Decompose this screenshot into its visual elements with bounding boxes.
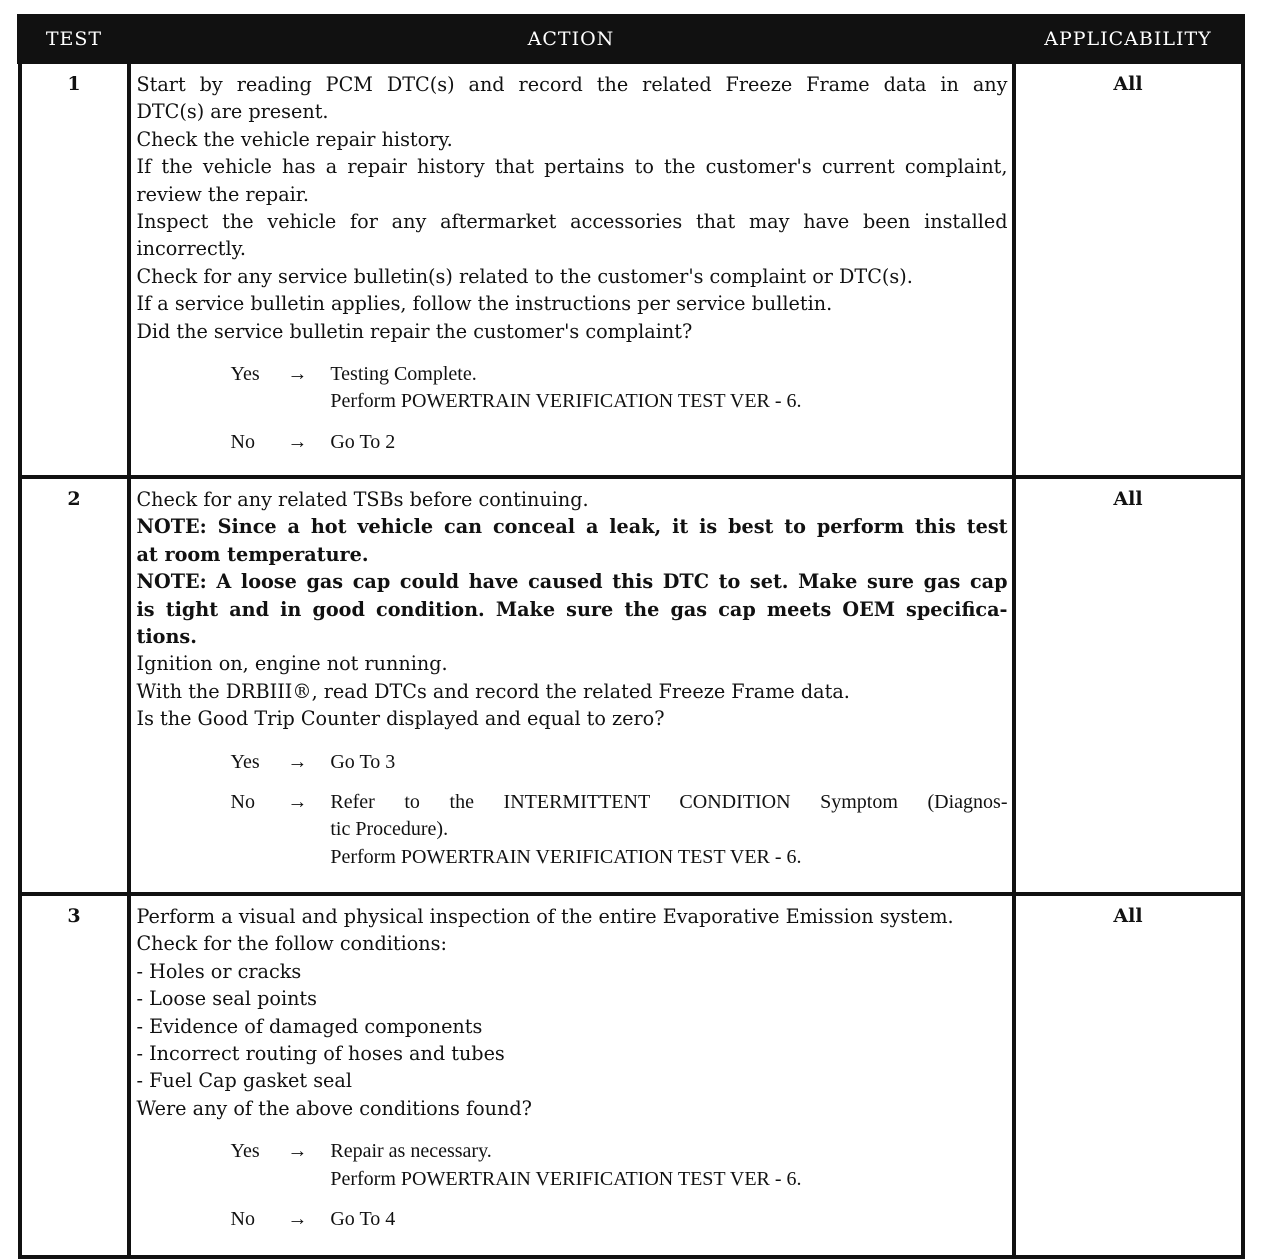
yes-label: Yes (230, 1140, 260, 1163)
arrow-icon: → (287, 363, 308, 386)
note-line: at room temperature. (136, 542, 369, 566)
action-line: Did the service bulletin repair the customer's complaint? (136, 319, 693, 343)
arrow-icon: → (287, 1208, 308, 1231)
test-number: 2 (20, 477, 129, 894)
action-line: DTC(s) are present. (136, 100, 329, 124)
action-line: Check for any related TSBs before continuing. (136, 488, 589, 511)
answer-yes (137, 749, 1008, 776)
diagnostic-test-table (17, 14, 1245, 1259)
answer-no (137, 429, 1008, 456)
answer-yes (137, 361, 1008, 416)
table-row (20, 477, 1243, 894)
action-line: Start by reading PCM DTC(s) and record the related Freeze Frame data in any (136, 73, 1008, 96)
diagnostic-table-container (17, 14, 1240, 1259)
action-line: incorrectly. (136, 237, 246, 261)
condition-item: - Loose seal points (136, 987, 317, 1011)
no-label: No (230, 430, 255, 453)
note-line: tions. (136, 625, 197, 649)
no-result-line: tic Procedure). (330, 818, 449, 841)
arrow-icon: → (287, 430, 308, 453)
action-line: Perform a visual and physical inspection of the entire Evaporative Emission system. (136, 905, 954, 928)
action-line: Were any of the above conditions found? (136, 1096, 532, 1120)
yes-result (330, 361, 1007, 416)
action-line: Ignition on, engine not running. (136, 652, 448, 676)
yes-result-line: Repair as necessary. (330, 1140, 492, 1163)
action-line: If a service bulletin applies, follow the instructions per service bulletin. (136, 292, 833, 316)
no-label: No (230, 791, 255, 814)
note-line: is tight and in good condition. Make sure the gas cap meets OEM specifica- (136, 597, 1008, 621)
yes-result: Go To 3 (330, 750, 396, 773)
applicability-value: All (1014, 477, 1243, 894)
header-applicability: APPLICABILITY (1014, 17, 1243, 62)
no-result-line: Perform POWERTRAIN VERIFICATION TEST VER - 6. (330, 845, 802, 868)
condition-item: - Fuel Cap gasket seal (136, 1069, 352, 1093)
yes-result (330, 1138, 1007, 1193)
table-header-row (20, 17, 1243, 62)
no-result: Go To 4 (330, 1208, 396, 1231)
action-line: Inspect the vehicle for any aftermarket accessories that may have been installed (136, 210, 1008, 234)
note-line: NOTE: A loose gas cap could have caused this DTC to set. Make sure gas cap (136, 570, 1008, 594)
action-line: With the DRBIII®, read DTCs and record the related Freeze Frame data. (136, 679, 850, 703)
note-line: NOTE: Since a hot vehicle can conceal a leak, it is best to perform this test (136, 515, 1008, 539)
answer-yes (137, 1138, 1008, 1193)
yes-result-line: Perform POWERTRAIN VERIFICATION TEST VER - 6. (330, 390, 802, 413)
arrow-icon: → (287, 750, 308, 773)
action-line: Check for any service bulletin(s) related to the customer's complaint or DTC(s). (136, 264, 913, 288)
answer-no (137, 789, 1008, 871)
condition-item: - Holes or cracks (136, 959, 302, 983)
action-cell (129, 894, 1014, 1257)
answer-no (137, 1206, 1008, 1233)
table-row (20, 894, 1243, 1257)
action-cell (129, 477, 1014, 894)
arrow-icon: → (287, 1140, 308, 1163)
action-cell (129, 62, 1014, 478)
action-line: Check for the follow conditions: (136, 932, 447, 956)
no-result: Go To 2 (330, 430, 396, 453)
action-line: If the vehicle has a repair history that pertains to the customer's current complaint, (136, 155, 1008, 179)
test-number: 1 (20, 62, 129, 478)
no-result-line: Refer to the INTERMITTENT CONDITION Symptom (Diagnos- (330, 791, 1008, 814)
arrow-icon: → (287, 791, 308, 814)
applicability-value: All (1014, 62, 1243, 478)
table-row (20, 62, 1243, 478)
action-line: review the repair. (136, 182, 309, 206)
yes-result-line: Testing Complete. (330, 363, 477, 386)
applicability-value: All (1014, 894, 1243, 1257)
yes-label: Yes (230, 363, 260, 386)
header-action: ACTION (129, 17, 1014, 62)
no-label: No (230, 1208, 255, 1231)
condition-item: - Incorrect routing of hoses and tubes (136, 1042, 505, 1066)
condition-item: - Evidence of damaged components (136, 1014, 483, 1038)
no-result (330, 789, 1007, 871)
action-line: Is the Good Trip Counter displayed and equal to zero? (136, 707, 665, 731)
test-number: 3 (20, 894, 129, 1257)
yes-result-line: Perform POWERTRAIN VERIFICATION TEST VER - 6. (330, 1167, 802, 1190)
yes-label: Yes (230, 750, 260, 773)
action-line: Check the vehicle repair history. (136, 127, 453, 151)
header-test: TEST (20, 17, 129, 62)
